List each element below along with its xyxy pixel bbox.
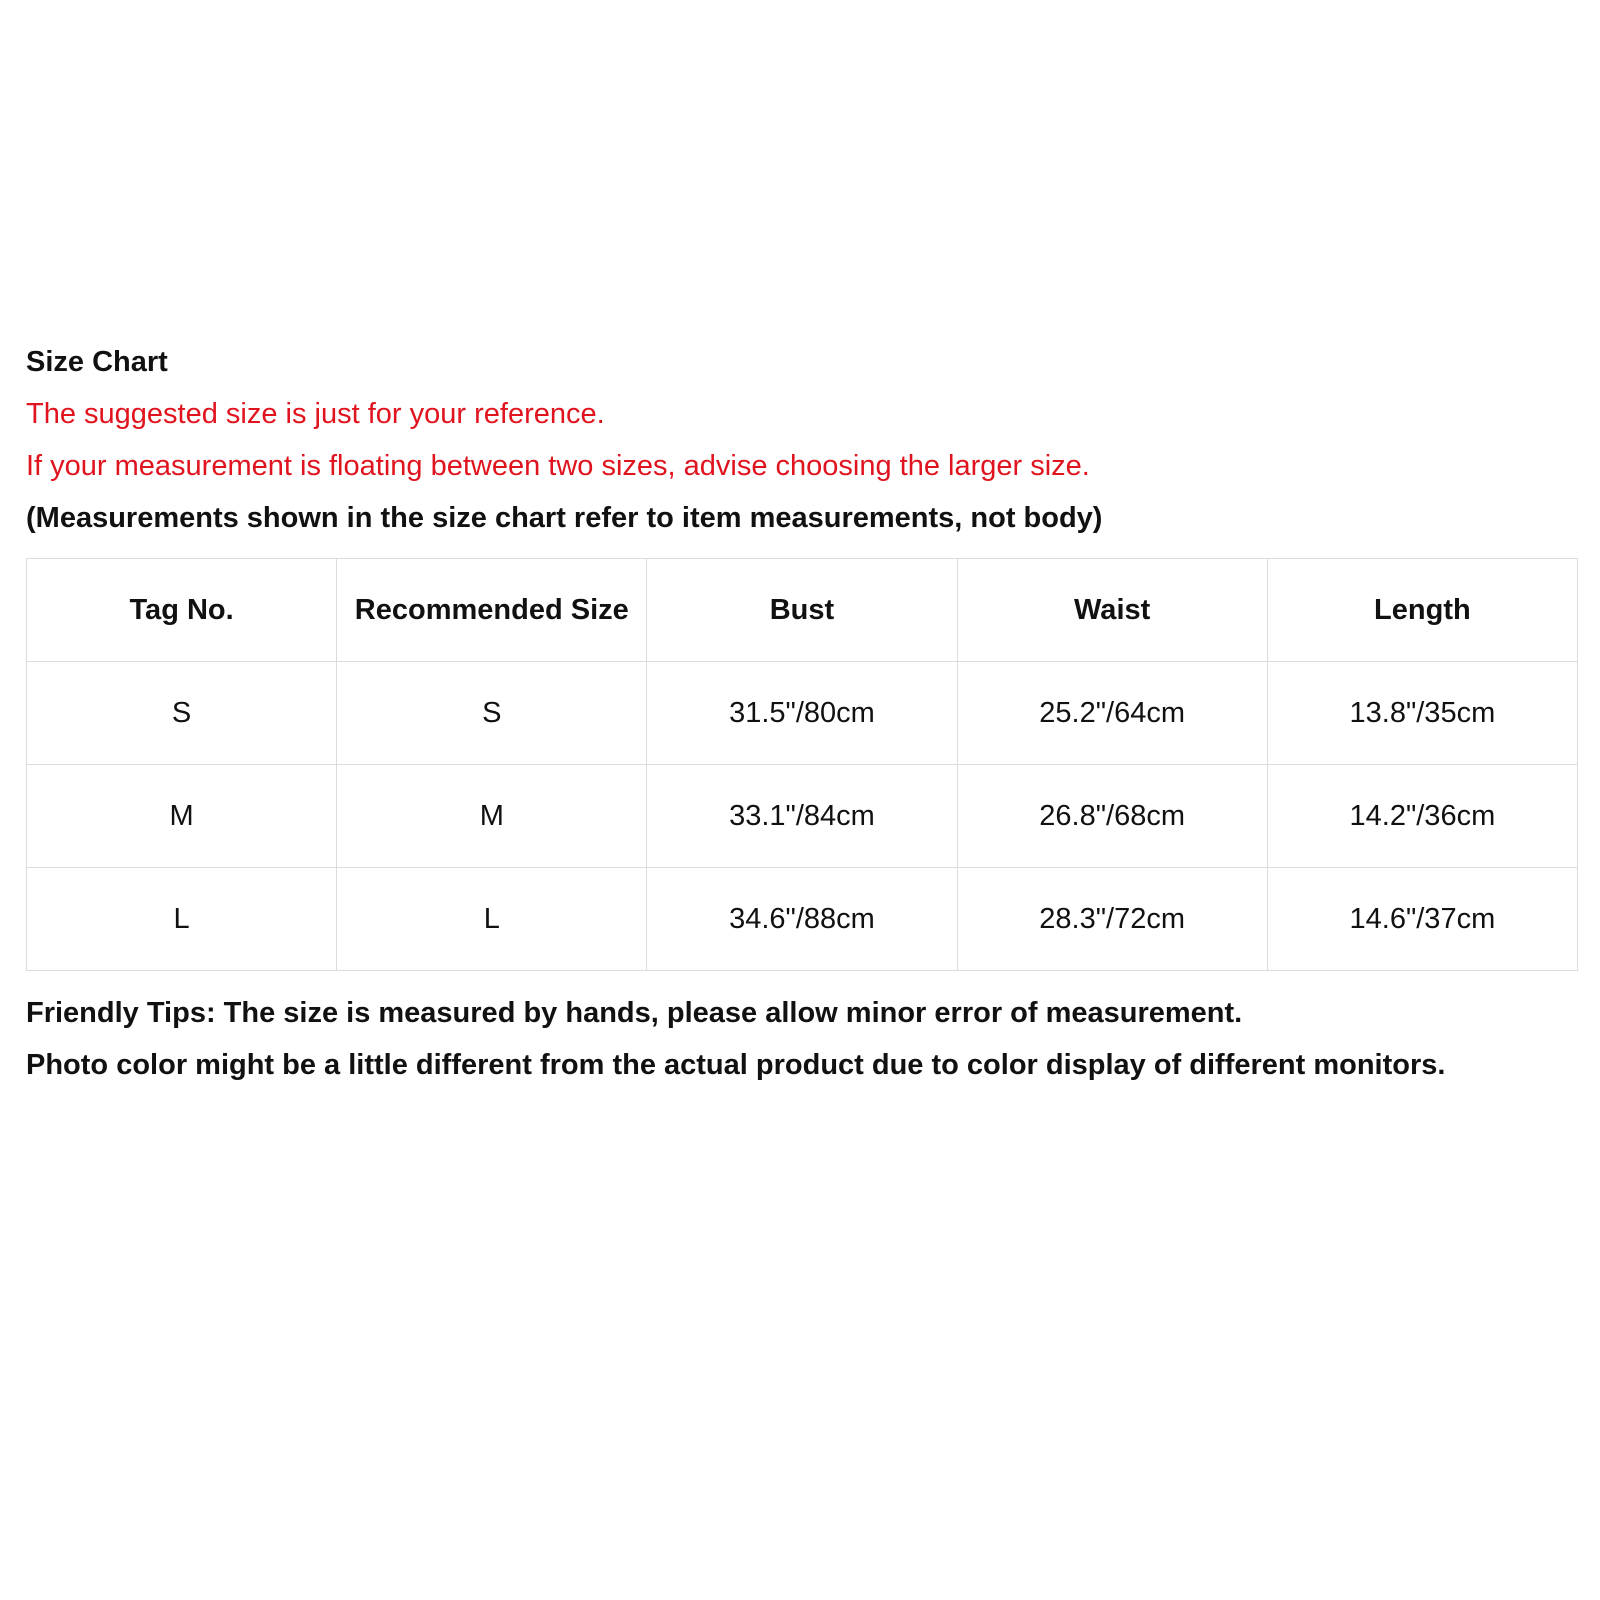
cell-length: 14.6"/37cm [1267,868,1577,971]
table-row [27,868,1578,971]
header-recommended-size: Recommended Size [337,559,647,662]
cell-tag-no: L [27,868,337,971]
cell-bust: 33.1"/84cm [647,765,957,868]
cell-waist: 26.8"/68cm [957,765,1267,868]
cell-bust: 31.5"/80cm [647,662,957,765]
cell-tag-no: M [27,765,337,868]
size-table [26,558,1578,971]
page-title: Size Chart [26,346,168,378]
friendly-tips: Friendly Tips: The size is measured by hands, please allow minor error of measurement. [26,997,1243,1029]
header-bust: Bust [647,559,957,662]
cell-recommended-size: M [337,765,647,868]
cell-tag-no: S [27,662,337,765]
table-row [27,662,1578,765]
cell-bust: 34.6"/88cm [647,868,957,971]
cell-recommended-size: S [337,662,647,765]
cell-length: 14.2"/36cm [1267,765,1577,868]
header-waist: Waist [957,559,1267,662]
cell-length: 13.8"/35cm [1267,662,1577,765]
cell-recommended-size: L [337,868,647,971]
table-header-row [27,559,1578,662]
sizing-advice-note: If your measurement is floating between two sizes, advise choosing the larger size. [26,450,1090,482]
measurement-disclaimer: (Measurements shown in the size chart refer to item measurements, not body) [26,502,1103,534]
header-tag-no: Tag No. [27,559,337,662]
table-row [27,765,1578,868]
color-disclaimer: Photo color might be a little different from the actual product due to color display of different monitors. [26,1049,1446,1081]
size-chart-section [26,336,1578,1091]
reference-note: The suggested size is just for your reference. [26,398,605,430]
cell-waist: 28.3"/72cm [957,868,1267,971]
cell-waist: 25.2"/64cm [957,662,1267,765]
header-length: Length [1267,559,1577,662]
